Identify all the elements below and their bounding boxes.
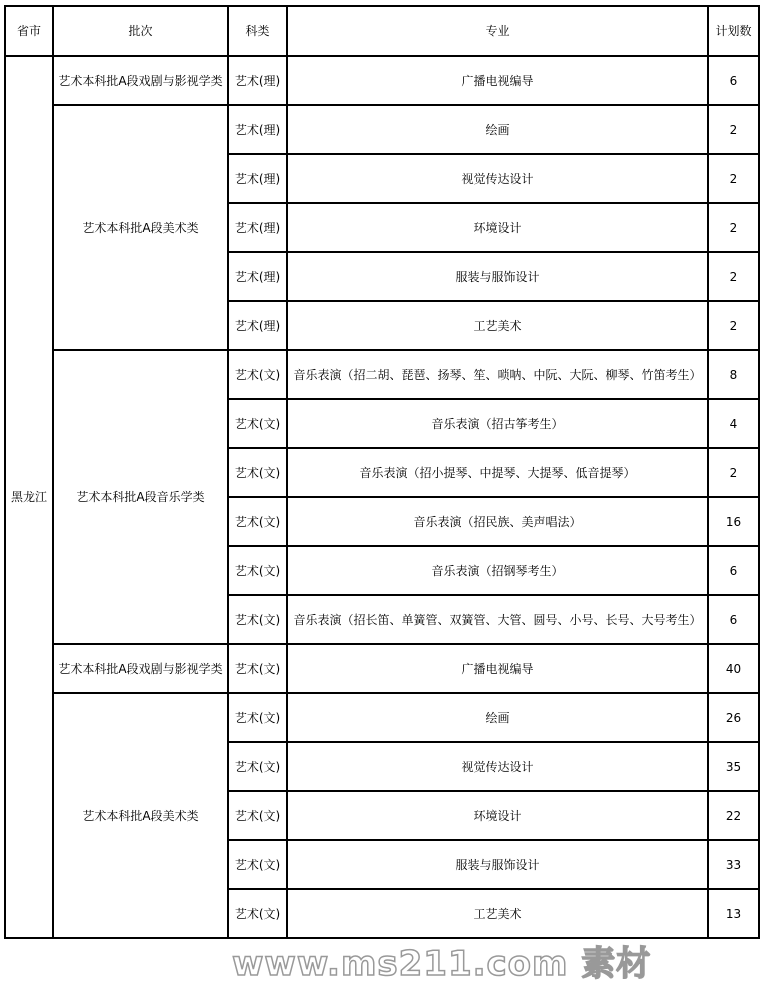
major-cell: 服装与服饰设计 <box>287 252 708 301</box>
category-cell: 艺术(文) <box>228 742 287 791</box>
category-cell: 艺术(文) <box>228 791 287 840</box>
major-cell: 广播电视编导 <box>287 644 708 693</box>
category-cell: 艺术(文) <box>228 840 287 889</box>
category-cell: 艺术(文) <box>228 693 287 742</box>
major-cell: 服装与服饰设计 <box>287 840 708 889</box>
category-cell: 艺术(文) <box>228 546 287 595</box>
major-cell: 音乐表演（招小提琴、中提琴、大提琴、低音提琴） <box>287 448 708 497</box>
major-cell: 工艺美术 <box>287 301 708 350</box>
batch-cell: 艺术本科批A段美术类 <box>53 105 228 350</box>
table-row <box>5 693 759 742</box>
major-cell: 音乐表演（招长笛、单簧管、双簧管、大管、圆号、小号、长号、大号考生） <box>287 595 708 644</box>
major-cell: 音乐表演（招古筝考生） <box>287 399 708 448</box>
plan-cell: 6 <box>708 56 759 105</box>
batch-cell: 艺术本科批A段美术类 <box>53 693 228 938</box>
plan-cell: 2 <box>708 252 759 301</box>
plan-cell: 2 <box>708 105 759 154</box>
category-cell: 艺术(文) <box>228 497 287 546</box>
table-row <box>5 105 759 154</box>
major-cell: 视觉传达设计 <box>287 742 708 791</box>
plan-cell: 33 <box>708 840 759 889</box>
category-cell: 艺术(文) <box>228 889 287 938</box>
header-major: 专业 <box>287 6 708 56</box>
plan-cell: 4 <box>708 399 759 448</box>
category-cell: 艺术(理) <box>228 301 287 350</box>
plan-cell: 35 <box>708 742 759 791</box>
category-cell: 艺术(文) <box>228 644 287 693</box>
plan-cell: 26 <box>708 693 759 742</box>
major-cell: 音乐表演（招民族、美声唱法） <box>287 497 708 546</box>
category-cell: 艺术(理) <box>228 154 287 203</box>
batch-cell: 艺术本科批A段音乐学类 <box>53 350 228 644</box>
major-cell: 绘画 <box>287 105 708 154</box>
admission-plan-table <box>4 5 760 939</box>
major-cell: 音乐表演（招钢琴考生） <box>287 546 708 595</box>
header-plan: 计划数 <box>708 6 759 56</box>
header-category: 科类 <box>228 6 287 56</box>
plan-cell: 2 <box>708 203 759 252</box>
plan-cell: 2 <box>708 448 759 497</box>
category-cell: 艺术(理) <box>228 203 287 252</box>
major-cell: 视觉传达设计 <box>287 154 708 203</box>
category-cell: 艺术(文) <box>228 595 287 644</box>
header-row <box>5 6 759 56</box>
category-cell: 艺术(理) <box>228 252 287 301</box>
major-cell: 环境设计 <box>287 203 708 252</box>
major-cell: 环境设计 <box>287 791 708 840</box>
table-row <box>5 644 759 693</box>
watermark: www.ms211.com 素材 <box>232 944 652 984</box>
category-cell: 艺术(文) <box>228 350 287 399</box>
major-cell: 绘画 <box>287 693 708 742</box>
plan-cell: 16 <box>708 497 759 546</box>
plan-cell: 8 <box>708 350 759 399</box>
category-cell: 艺术(理) <box>228 105 287 154</box>
plan-cell: 6 <box>708 595 759 644</box>
plan-cell: 2 <box>708 154 759 203</box>
header-province: 省市 <box>5 6 53 56</box>
plan-cell: 2 <box>708 301 759 350</box>
major-cell: 广播电视编导 <box>287 56 708 105</box>
plan-cell: 22 <box>708 791 759 840</box>
table-row <box>5 350 759 399</box>
header-batch: 批次 <box>53 6 228 56</box>
table-row <box>5 56 759 105</box>
category-cell: 艺术(理) <box>228 56 287 105</box>
category-cell: 艺术(文) <box>228 399 287 448</box>
major-cell: 工艺美术 <box>287 889 708 938</box>
province-cell: 黑龙江 <box>5 56 53 938</box>
plan-cell: 40 <box>708 644 759 693</box>
major-cell: 音乐表演（招二胡、琵琶、扬琴、笙、唢呐、中阮、大阮、柳琴、竹笛考生） <box>287 350 708 399</box>
plan-cell: 6 <box>708 546 759 595</box>
batch-cell: 艺术本科批A段戏剧与影视学类 <box>53 644 228 693</box>
batch-cell: 艺术本科批A段戏剧与影视学类 <box>53 56 228 105</box>
plan-cell: 13 <box>708 889 759 938</box>
category-cell: 艺术(文) <box>228 448 287 497</box>
